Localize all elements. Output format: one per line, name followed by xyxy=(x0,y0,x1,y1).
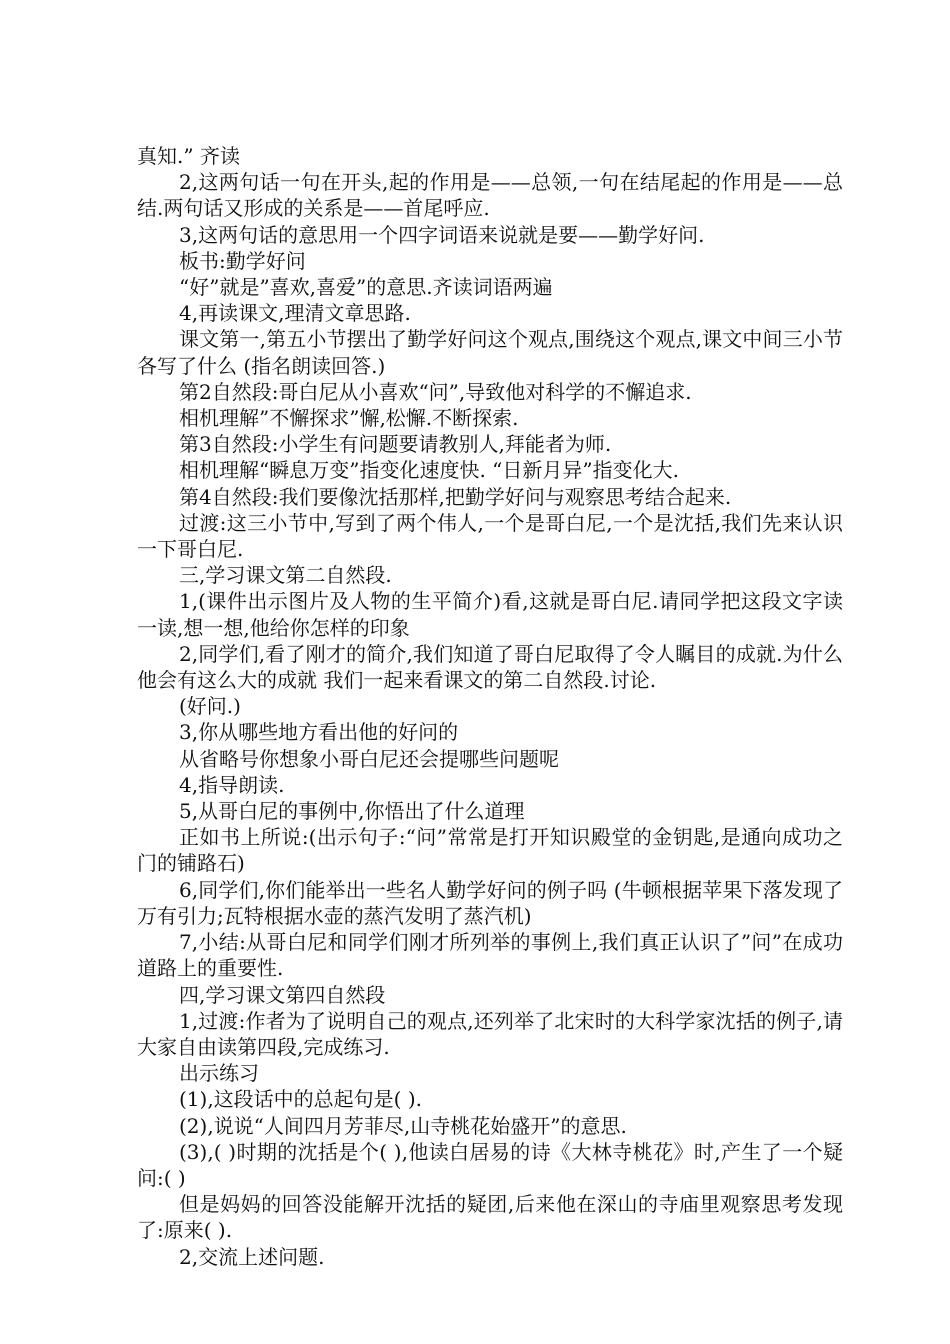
paragraph: 4,再读课文,理清文章思路. xyxy=(179,301,411,326)
paragraph: 正如书上所说:(出示句子:“问”常常是打开知识殿堂的金钥匙,是通向成功之门的铺路石) xyxy=(137,825,843,876)
paragraph: 5,从哥白尼的事例中,你悟出了什么道理 xyxy=(179,799,525,824)
paragraph: 1,过渡:作者为了说明自己的观点,还列举了北宋时的大科学家沈括的例子,请大家自由读第四段,完成练习. xyxy=(137,1008,843,1059)
paragraph: 三,学习课文第二自然段. xyxy=(179,563,392,588)
paragraph: 从省略号你想象小哥白尼还会提哪些问题呢 xyxy=(179,746,559,771)
paragraph: 2,同学们,看了刚才的简介,我们知道了哥白尼取得了令人瞩目的成就.为什么他会有这么大的成就 我们一起来看课文的第二自然段.讨论. xyxy=(137,641,843,693)
paragraph: 第2自然段:哥白尼从小喜欢“问”,导致他对科学的不懈追求. xyxy=(179,379,692,404)
paragraph: 板书:勤学好问 xyxy=(179,248,306,273)
paragraph: 1,(课件出示图片及人物的生平简介)看,这就是哥白尼.请同学把这段文字读一读,想一想,他给你怎样的印象 xyxy=(137,589,843,640)
paragraph: (好问.) xyxy=(179,694,241,719)
paragraph: 2,交流上述问题. xyxy=(179,1244,325,1269)
document-body xyxy=(137,143,843,1270)
paragraph: 过渡:这三小节中,写到了两个伟人,一个是哥白尼,一个是沈括,我们先来认识一下哥白尼. xyxy=(137,510,843,562)
paragraph: 4,指导朗读. xyxy=(179,772,285,797)
paragraph: 第3自然段:小学生有问题要请教别人,拜能者为师. xyxy=(179,432,612,457)
paragraph: 但是妈妈的回答没能解开沈括的疑团,后来他在深山的寺庙里观察思考发现了:原来( ). xyxy=(137,1192,843,1243)
paragraph: (2),说说“人间四月芳菲尽,山寺桃花始盛开”的意思. xyxy=(179,1113,627,1138)
paragraph: 四,学习课文第四自然段 xyxy=(179,982,386,1007)
paragraph: 出示练习 xyxy=(179,1061,259,1086)
paragraph: 2,这两句话一句在开头,起的作用是——总领,一句在结尾起的作用是——总结.两句话又形成的关系是——首尾呼应. xyxy=(137,170,843,221)
paragraph: (3),( )时期的沈括是个( ),他读白居易的诗《大林寺桃花》时,产生了一个疑问:( ) xyxy=(137,1139,843,1190)
paragraph: 3,你从哪些地方看出他的好问的 xyxy=(179,720,459,745)
paragraph: 相机理解”不懈探求”懈,松懈.不断探索. xyxy=(179,406,519,431)
paragraph: “好”就是”喜欢,喜爱”的意思.齐读词语两遍 xyxy=(179,275,553,300)
paragraph: 相机理解“瞬息万变”指变化速度快. “日新月异”指变化大. xyxy=(179,458,679,483)
paragraph: 课文第一,第五小节摆出了勤学好问这个观点,围绕这个观点,课文中间三小节各写了什么 (指名朗读回答.) xyxy=(137,327,843,378)
paragraph: (1),这段话中的总起句是( ). xyxy=(179,1087,423,1112)
paragraph: 第4自然段:我们要像沈括那样,把勤学好问与观察思考结合起来. xyxy=(179,484,732,509)
paragraph: 真知.” 齐读 xyxy=(137,144,240,168)
paragraph: 6,同学们,你们能举出一些名人勤学好问的例子吗 (牛顿根据苹果下落发现了万有引力;瓦特根据水壶的蒸汽发明了蒸汽机) xyxy=(137,877,843,928)
paragraph: 3,这两句话的意思用一个四字词语来说就是要——勤学好问. xyxy=(179,222,705,247)
paragraph: 7,小结:从哥白尼和同学们刚才所列举的事例上,我们真正认识了”问”在成功道路上的重要性. xyxy=(137,930,843,981)
